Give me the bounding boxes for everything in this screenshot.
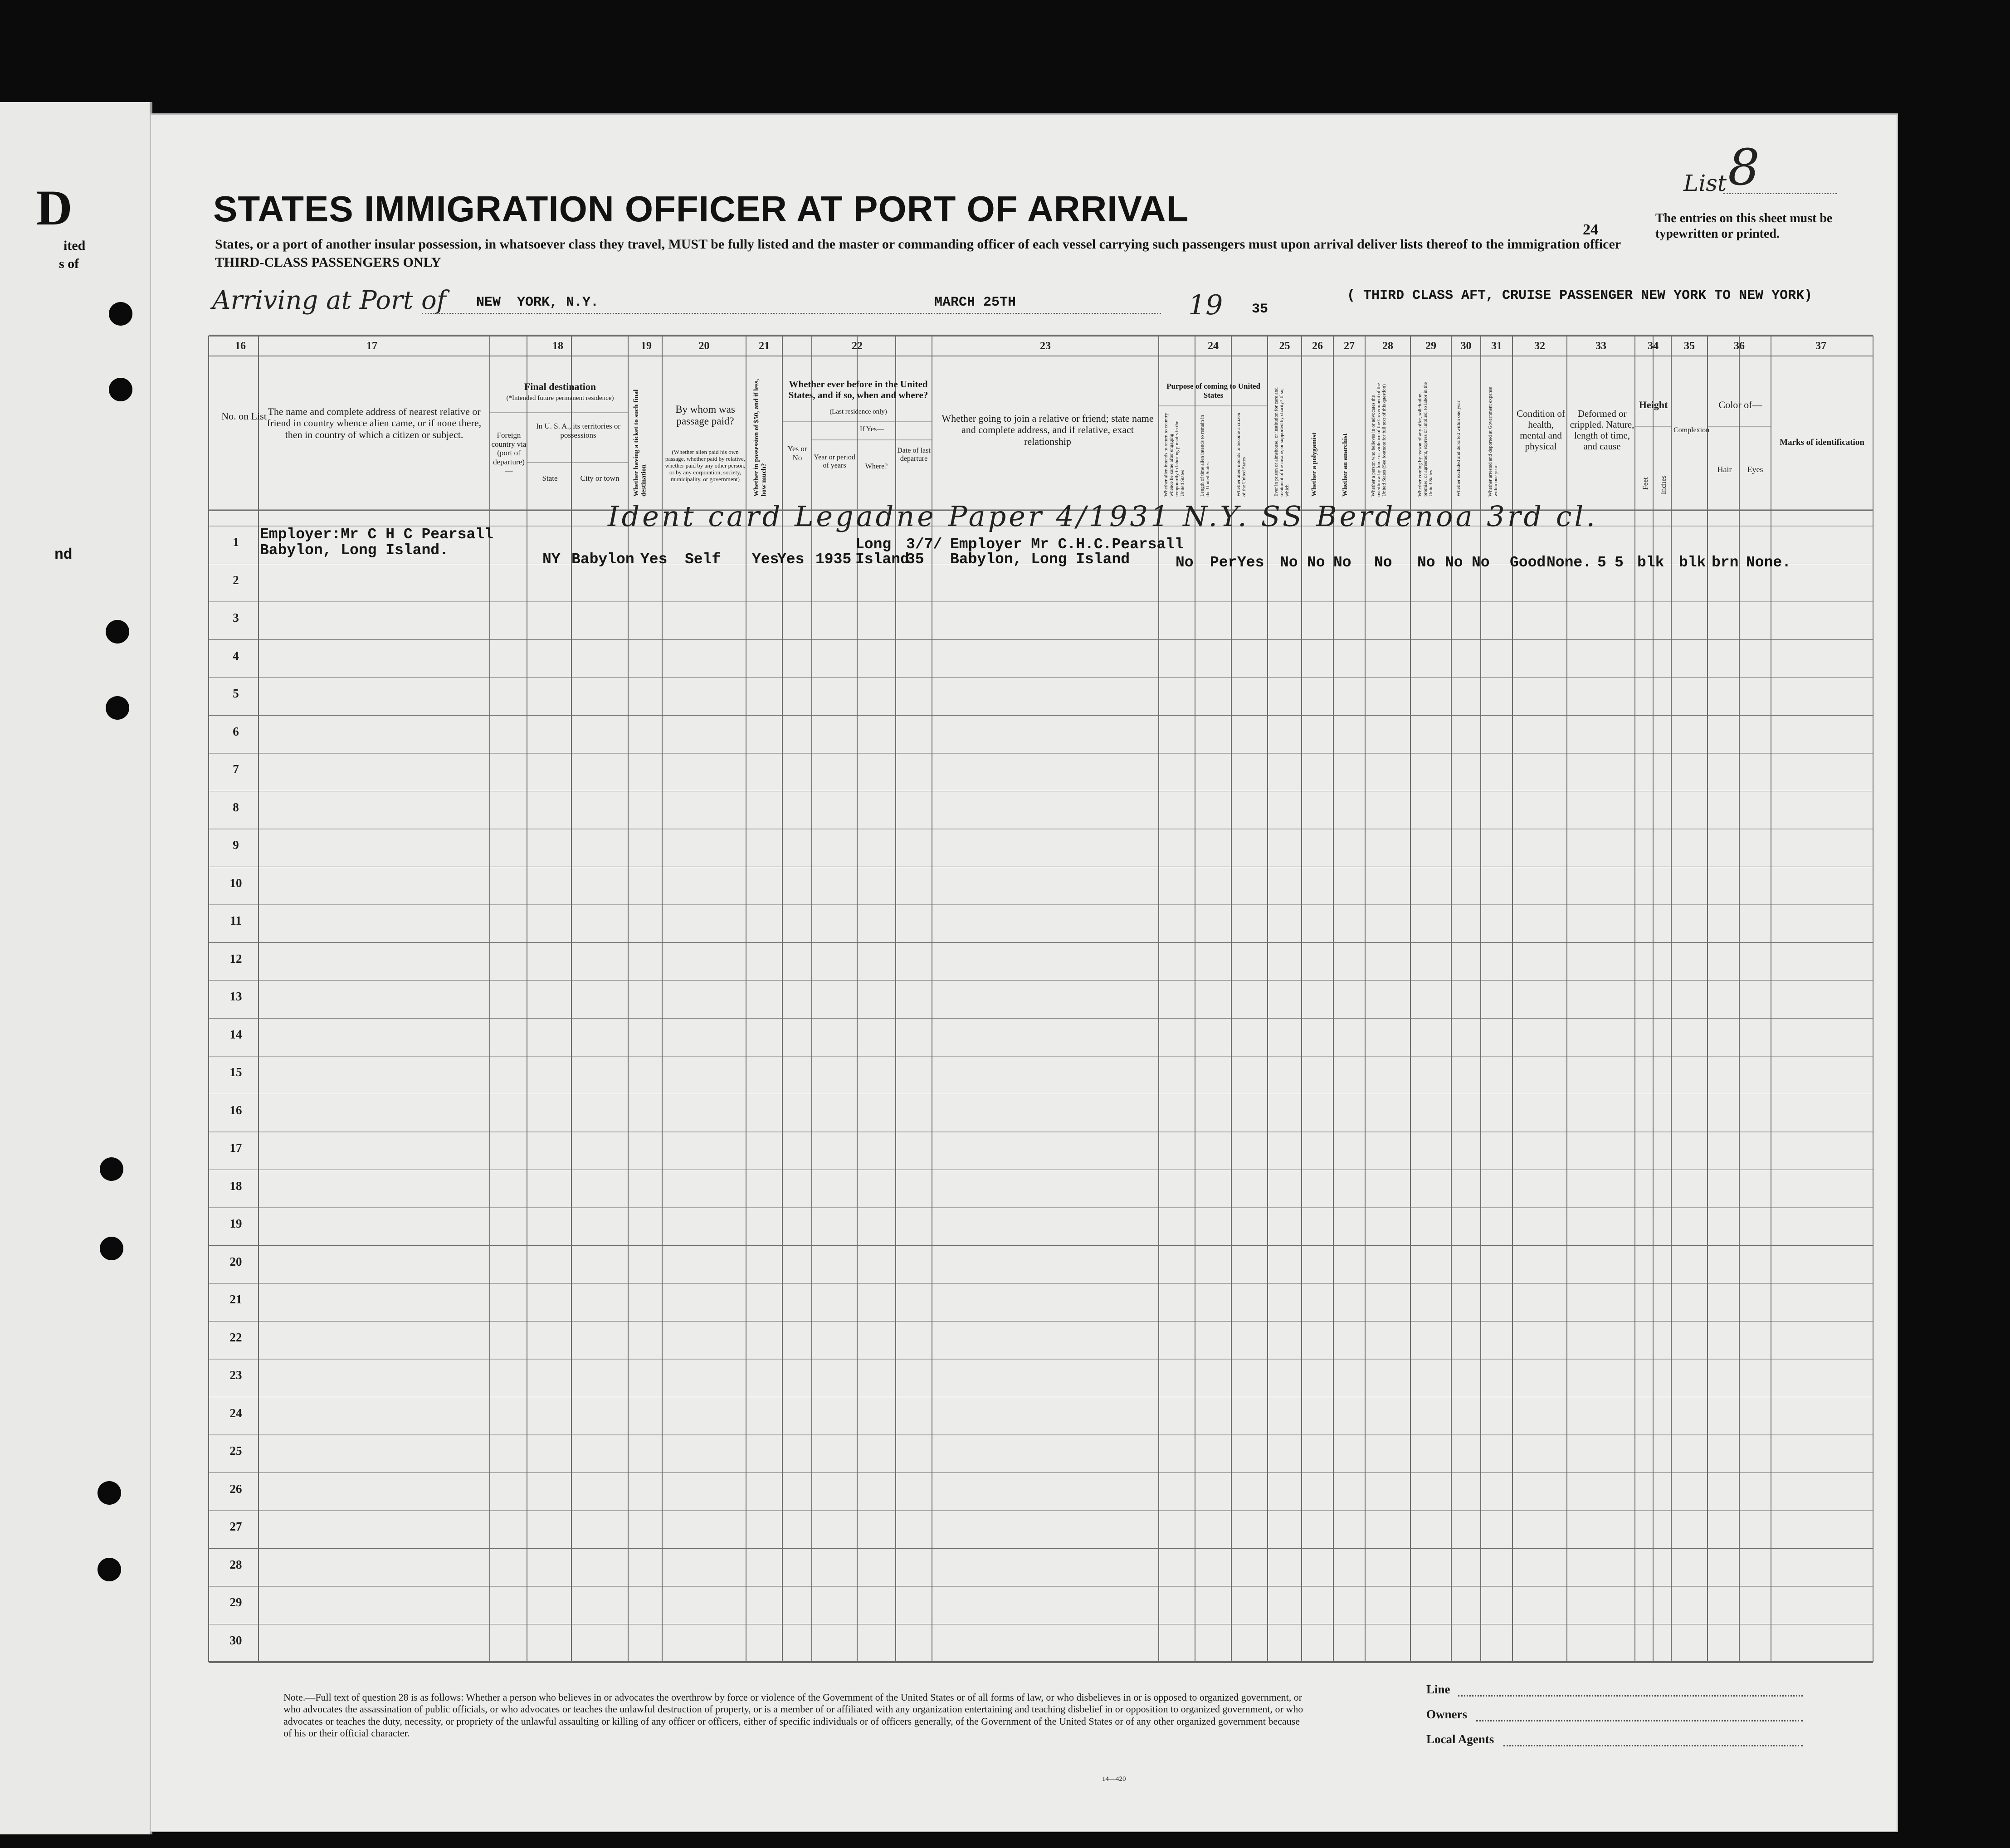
year-prefix: 19 <box>1188 289 1223 321</box>
left-page-fragment <box>0 102 152 1834</box>
cell-complexion: blk <box>1637 554 1664 571</box>
left-page-text: ited <box>63 238 86 253</box>
column-number: 29 <box>1425 340 1436 352</box>
cell-passage-paid: Self <box>685 551 721 568</box>
header-deported: Whether arrested and deported at Government expense within one year <box>1488 387 1499 497</box>
punch-hole <box>106 620 129 644</box>
row-number: 16 <box>229 1103 242 1117</box>
cell-citizen-intent: Yes <box>1237 554 1264 571</box>
column-number: 34 <box>1648 340 1659 352</box>
class-restriction: THIRD-CLASS PASSENGERS ONLY <box>215 255 441 270</box>
row-number: 7 <box>233 762 239 776</box>
header-foreign-country: Foreign country via (port of departure)— <box>491 431 527 475</box>
cell-departure-line1: 3/7/ <box>906 536 942 553</box>
cell-eyes: brn <box>1712 554 1739 571</box>
row-number: 24 <box>229 1406 242 1420</box>
header-overthrow: Whether a person who believes in or advocates the overthrow by force or violence of the Government of the United States (See footnote for full text of this question) <box>1371 383 1387 497</box>
header-passage-paid: By whom was passage paid? <box>675 404 735 427</box>
punch-hole <box>106 696 129 720</box>
punch-hole <box>100 1237 123 1260</box>
header-passage-paid-note: (Whether alien paid his own passage, whether paid by relative, whether paid by any other person, or by any corporation, society, municipality, or government) <box>665 449 746 483</box>
list-label: List <box>1683 170 1727 196</box>
row-number: 12 <box>229 951 242 965</box>
line-label: Line <box>1426 1682 1450 1696</box>
cell-health: Good <box>1510 554 1546 571</box>
entries-note: The entries on this sheet must be typewritten or printed. <box>1655 211 1833 241</box>
punch-hole <box>109 378 132 401</box>
cell-excluded: No <box>1445 554 1463 571</box>
header-city: City or town <box>580 474 620 483</box>
cell-deported: No <box>1472 554 1490 571</box>
cell-anarchist: No <box>1333 554 1351 571</box>
class-note: ( THIRD CLASS AFT, CRUISE PASSENGER NEW YORK TO NEW YORK) <box>1347 288 1813 303</box>
cell-relative-line2: Babylon, Long Island. <box>260 542 449 559</box>
form-number: 14—420 <box>1102 1775 1126 1783</box>
punch-hole <box>100 1157 123 1181</box>
column-number: 25 <box>1279 340 1290 352</box>
column-number: 30 <box>1460 340 1472 352</box>
row-number: 20 <box>229 1254 242 1268</box>
left-page-text: nd <box>54 546 73 563</box>
line-signature-field <box>1458 1695 1803 1697</box>
column-number: 23 <box>1040 340 1051 352</box>
cell-ticket: Yes <box>640 551 668 568</box>
column-number: 24 <box>1208 340 1219 352</box>
header-height: Height <box>1639 399 1668 410</box>
row-number: 6 <box>233 724 239 738</box>
header-return-intent: Whether alien intends to return to country whence he came after engaging temporarily in laboring pursuits in the United States <box>1163 413 1186 497</box>
header-complexion: Complexion <box>1673 426 1710 434</box>
column-number: 31 <box>1491 340 1502 352</box>
page-title: STATES IMMIGRATION OFFICER AT PORT OF ARRIVAL <box>213 189 1189 229</box>
cell-feet: 5 <box>1597 554 1606 571</box>
cell-state: NY <box>542 551 561 568</box>
column-number: 27 <box>1344 340 1355 352</box>
row-number: 1 <box>233 535 239 549</box>
column-number: 22 <box>852 340 863 352</box>
column-number: 21 <box>759 340 770 352</box>
header-color-of: Color of— <box>1718 399 1762 410</box>
header-relative-address: The name and complete address of nearest relative or friend in country whence alien came, or if none there, then in country of which a citizen or subject. <box>267 406 482 440</box>
cell-year: 1935 <box>815 551 852 568</box>
cell-joining-line2: Babylon, Long Island <box>950 551 1130 568</box>
header-before-in-us: Whether ever before in the United States, and if so, when and where? <box>788 379 928 401</box>
header-yes-no: Yes or No <box>787 444 807 462</box>
cell-return-intent: No <box>1176 554 1194 571</box>
row-number: 25 <box>229 1444 242 1458</box>
cell-labor-offer: No <box>1417 554 1435 571</box>
cell-inches: 5 <box>1615 554 1624 571</box>
row-number: 9 <box>233 838 239 852</box>
date-value: MARCH 25TH <box>934 295 1016 310</box>
local-agents-label: Local Agents <box>1426 1732 1494 1746</box>
header-citizen-intent: Whether alien intends to become a citizen of the United States <box>1236 413 1247 497</box>
header-prison: Ever in prison or almshouse, or institution for care and treatment of the insane, or supported by charity? If so, which <box>1273 387 1290 497</box>
cell-prison: No <box>1280 554 1298 571</box>
list-number: 8 <box>1728 138 1760 196</box>
header-polygamist: Whether a polygamist <box>1311 432 1318 497</box>
cell-where-line1: Long <box>855 536 892 553</box>
cell-hair: blk <box>1679 554 1706 571</box>
cell-before-in-us: Yes <box>777 551 805 568</box>
row-number: 30 <box>229 1633 242 1647</box>
cell-marks: None. <box>1746 554 1791 571</box>
left-page-letter: D <box>36 180 73 235</box>
row-number: 13 <box>229 990 242 1003</box>
cell-polygamist: No <box>1307 554 1325 571</box>
header-eyes: Eyes <box>1747 465 1763 474</box>
row-number: 23 <box>229 1368 242 1382</box>
row-number: 2 <box>233 573 239 587</box>
header-labor-offer: Whether coming by reason of any offer, solicitation, promise, or agreement, express or implied, to labor in the United States <box>1417 382 1434 497</box>
cell-where-line2: Island <box>855 551 909 568</box>
row-number: 8 <box>233 800 239 814</box>
cell-deformed: None. <box>1547 554 1592 571</box>
row-number: 21 <box>229 1292 242 1306</box>
header-no-on-list: No. on List <box>221 410 267 422</box>
column-number: 33 <box>1595 340 1606 352</box>
arriving-label: Arriving at Port of <box>212 286 446 315</box>
header-in-usa: In U. S. A., its territories or possessions <box>536 422 621 439</box>
header-hair: Hair <box>1717 465 1732 474</box>
row-number: 17 <box>229 1141 242 1155</box>
row-number: 19 <box>229 1217 242 1230</box>
column-number: 20 <box>698 340 710 352</box>
punch-hole <box>109 302 132 326</box>
instructions-text: States, or a port of another insular possession, in whatsoever class they travel, MUST be fully listed and the master or commanding officer of each vessel carrying such passengers must upon arrival deliver lists thereof to the immigration officer <box>215 237 1621 252</box>
footnote-question-28: Note.—Full text of question 28 is as follows: Whether a person who believes in or advocates the overthrow by force or violence of the Government of the United States or of all forms of law, or who disbelieves in or is opposed to organized government, or who advocates the assassination of public officials, or who advocates or teaches the unlawful destruction of property, or is a member of or affiliated with any organization entertaining and teaching disbelief in or opposition to organized government, or who advocates or teaches the duty, necessity, or propriety of the unlawful assaulting or killing of any officer or officers, either of specific individuals or of officers generally, of the Government of the United States or of any other organized government because of his or their official character. <box>283 1692 1303 1739</box>
column-number: 28 <box>1382 340 1393 352</box>
punch-hole <box>98 1558 121 1581</box>
header-feet: Feet <box>1642 477 1649 490</box>
header-length-stay: Length of time alien intends to remain in the United States <box>1200 415 1211 497</box>
punch-hole <box>98 1481 121 1505</box>
header-where: Where? <box>865 463 888 470</box>
column-number: 18 <box>552 340 563 352</box>
port-value: NEW YORK, N.Y. <box>476 295 599 310</box>
manifest-grid <box>150 113 1898 1832</box>
header-if-yes: If Yes— <box>859 425 884 433</box>
header-health: Condition of health, mental and physical <box>1517 408 1565 452</box>
manifest-sheet <box>150 113 1898 1832</box>
header-final-destination: Final destination <box>524 381 596 392</box>
column-number: 35 <box>1684 340 1695 352</box>
header-anarchist: Whether an anarchist <box>1342 433 1349 497</box>
header-excluded: Whether excluded and deported within one year <box>1456 400 1461 497</box>
cell-city: Babylon <box>571 551 634 568</box>
header-marks: Marks of identification <box>1780 438 1864 447</box>
header-final-destination-note: (*Intended future permanent residence) <box>506 395 614 402</box>
header-date-departure: Date of last departure <box>897 447 931 463</box>
header-state: State <box>542 474 558 483</box>
row-number: 28 <box>229 1557 242 1571</box>
row-number: 4 <box>233 649 239 663</box>
header-ticket: Whether having a ticket to such final destination <box>633 389 648 497</box>
left-page-text: s of <box>59 256 79 271</box>
row-number: 22 <box>229 1330 242 1344</box>
header-year: Year or period of years <box>814 453 855 470</box>
row-number: 15 <box>229 1065 242 1079</box>
column-number: 19 <box>641 340 652 352</box>
cell-relative-line1: Employer:Mr C H C Pearsall <box>260 526 493 543</box>
cell-departure-line2: 35 <box>906 551 924 568</box>
column-number: 16 <box>235 340 246 352</box>
corner-mark: 24 <box>1583 221 1598 238</box>
owners-signature-field <box>1476 1720 1803 1721</box>
row-number: 3 <box>233 611 239 624</box>
handwritten-annotation: Ident card Legadne Paper 4/1931 N.Y. SS Berdenoa 3rd cl. <box>608 500 1598 533</box>
row-number: 10 <box>229 876 242 890</box>
header-deformed: Deformed or crippled. Nature, length of time, and cause <box>1570 408 1634 452</box>
cell-joining-line1: Employer Mr C.H.C.Pearsall <box>950 536 1184 553</box>
row-number: 29 <box>229 1595 242 1609</box>
header-before-in-us-note: (Last residence only) <box>829 408 887 415</box>
row-number: 11 <box>230 914 242 927</box>
year-value: 35 <box>1252 302 1268 317</box>
row-number: 14 <box>229 1027 242 1041</box>
cell-overthrow: No <box>1374 554 1392 571</box>
column-number: 32 <box>1534 340 1545 352</box>
local-agents-signature-field <box>1503 1745 1803 1746</box>
row-number: 26 <box>229 1482 242 1496</box>
column-number: 37 <box>1815 340 1826 352</box>
row-number: 18 <box>229 1179 242 1193</box>
header-purpose: Purpose of coming to United States <box>1166 382 1260 400</box>
header-inches: Inches <box>1660 475 1668 494</box>
header-money: Whether in possession of $50, and if less, how much? <box>753 379 768 497</box>
row-number: 5 <box>233 687 239 700</box>
cell-length-stay: Per <box>1210 554 1237 571</box>
row-number: 27 <box>229 1520 242 1533</box>
header-joining-relative: Whether going to join a relative or friend; state name and complete address, and if relative, exact relationship <box>942 413 1154 447</box>
column-number: 17 <box>366 340 377 352</box>
column-number: 26 <box>1312 340 1323 352</box>
cell-money: Yes <box>752 551 779 568</box>
column-number: 36 <box>1734 340 1745 352</box>
owners-label: Owners <box>1426 1707 1467 1721</box>
